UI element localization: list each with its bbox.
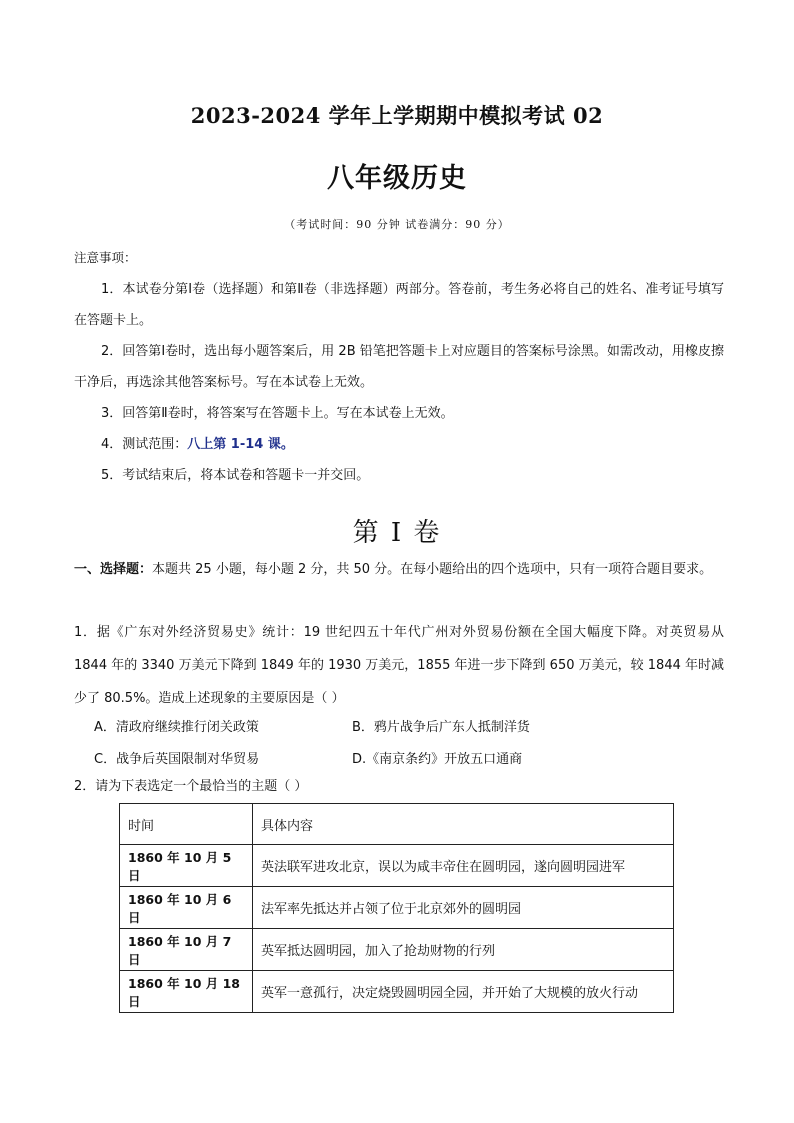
mcq-label: 一、选择题： (74, 562, 153, 577)
table-row (120, 845, 674, 887)
question-1-option-b[interactable]: B．鸦片战争后广东人抵制洋货 (352, 720, 530, 735)
table-header-time: 时间 (120, 804, 253, 845)
table-cell-content: 英军抵达圆明园，加入了抢劫财物的行列 (253, 929, 674, 971)
note-item-1: 1．本试卷分第Ⅰ卷（选择题）和第Ⅱ卷（非选择题）两部分。答卷前，考生务必将自己的姓名、准考证号填写在答题卡上。 (74, 282, 724, 328)
question-1-option-d[interactable]: D.《南京条约》开放五口通商 (352, 752, 523, 767)
question-1-option-a[interactable]: A．清政府继续推行闭关政策 (94, 720, 259, 735)
note-item-4-label: 4．测试范围： (101, 437, 188, 452)
question-2-stem: 2．请为下表选定一个最恰当的主题（ ） (74, 779, 308, 794)
table-row (120, 971, 674, 1013)
exam-time-note: （考试时间：90 分钟 试卷满分：90 分） (284, 218, 510, 231)
table-cell-date: 1860 年 10 月 7 日 (120, 929, 253, 971)
table-row (120, 929, 674, 971)
test-scope: 八上第 1-14 课。 (187, 437, 294, 452)
table-header-content: 具体内容 (253, 804, 674, 845)
table-cell-date: 1860 年 10 月 5 日 (120, 845, 253, 887)
note-item-5: 5．考试结束后，将本试卷和答题卡一并交回。 (101, 468, 370, 483)
table-header-row (120, 804, 674, 845)
notes-heading: 注意事项： (74, 250, 137, 265)
section-title: 第 I 卷 (352, 518, 442, 548)
question-1-option-c[interactable]: C．战争后英国限制对华贸易 (94, 752, 260, 767)
note-item-2: 2．回答第Ⅰ卷时，选出每小题答案后，用 2B 铅笔把答题卡上对应题目的答案标号涂黑。如需改动，用橡皮擦干净后，再选涂其他答案标号。写在本试卷上无效。 (74, 344, 724, 390)
exam-title: 2023-2024 学年上学期期中模拟考试 02 (190, 103, 604, 128)
note-item-4 (74, 429, 724, 460)
mcq-rules: 本题共 25 小题，每小题 2 分，共 50 分。在每小题给出的四个选项中，只有一项符合题目要求。 (152, 562, 713, 577)
note-item-3: 3．回答第Ⅱ卷时，将答案写在答题卡上。写在本试卷上无效。 (101, 406, 454, 421)
table-cell-date: 1860 年 10 月 18 日 (120, 971, 253, 1013)
mcq-instructions (74, 554, 724, 586)
table-cell-content: 英法联军进攻北京，误以为咸丰帝住在圆明园，遂向圆明园进军 (253, 845, 674, 887)
event-table (119, 803, 674, 1013)
subject-title: 八年级历史 (327, 163, 467, 194)
table-cell-date: 1860 年 10 月 6 日 (120, 887, 253, 929)
table-row (120, 887, 674, 929)
table-cell-content: 法军率先抵达并占领了位于北京郊外的圆明园 (253, 887, 674, 929)
table-cell-content: 英军一意孤行，决定烧毁圆明园全园，并开始了大规模的放火行动 (253, 971, 674, 1013)
question-1-stem: 1．据《广东对外经济贸易史》统计：19 世纪四五十年代广州对外贸易份额在全国大幅度下降。对英贸易从 1844 年的 3340 万美元下降到 1849 年的 1930 万美元，1855 年进一步下降到 650 万美元，较 1844 年时减少了 80.5%。造成上述现象的主要原因是（ ） (74, 625, 724, 706)
